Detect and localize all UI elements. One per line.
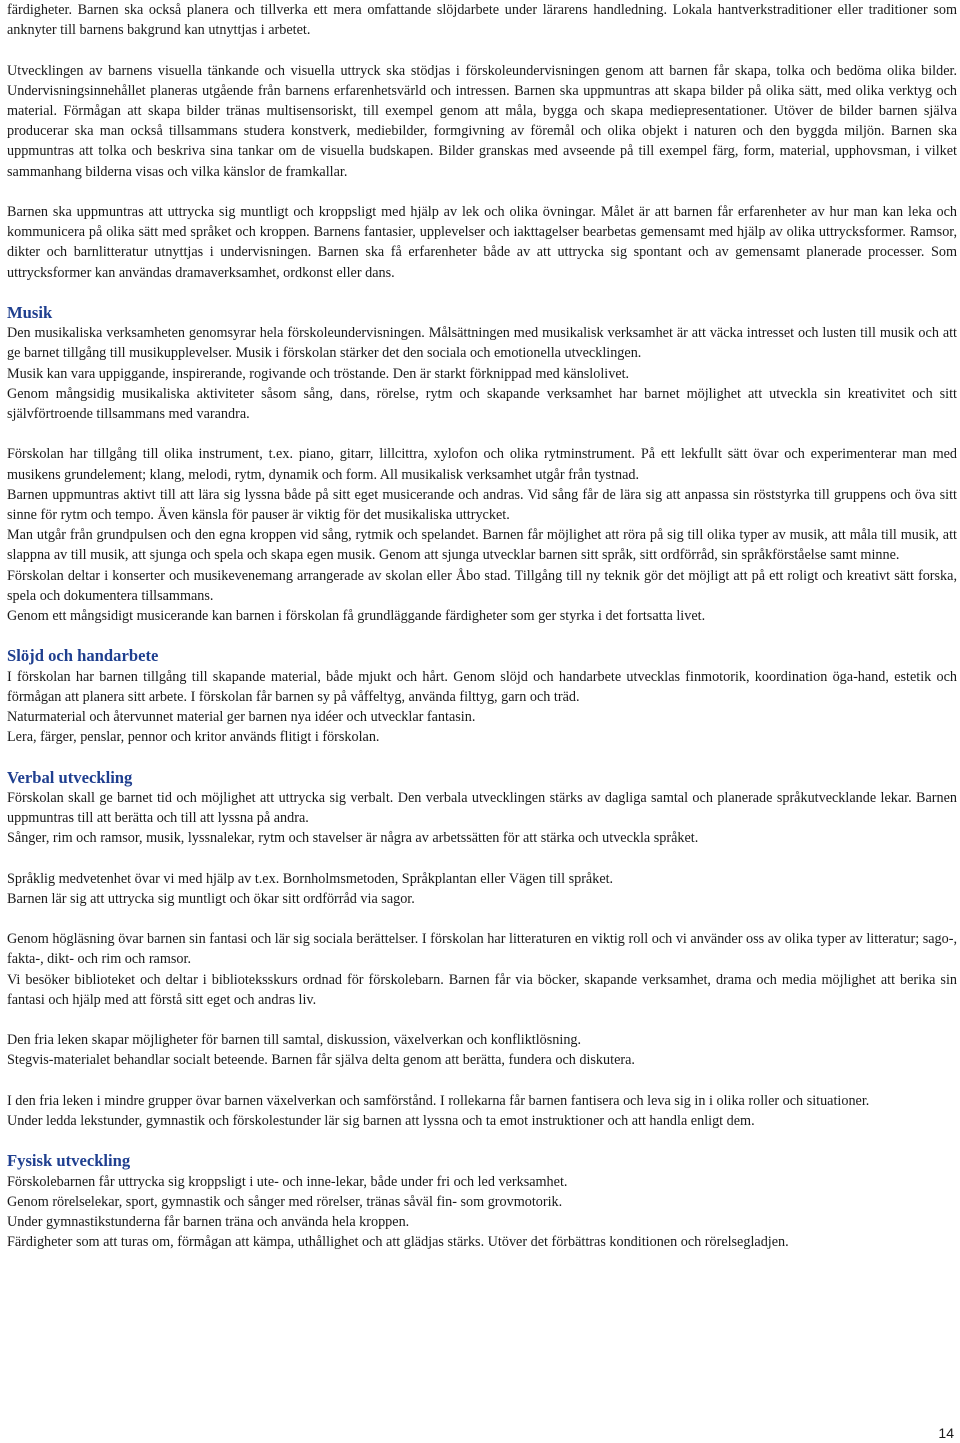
musik-line: Den musikaliska verksamheten genomsyrar hela förskoleundervisningen. Målsättningen med musikalisk verksamhet är att väcka intresset och lusten till musik och att ge barnet tillgång till musikupplevelser. Musik i förskolan stärker det den sociala och emotionella utvecklingen. — [7, 325, 957, 362]
musik-line: Barnen uppmuntras aktivt till att lära sig lyssna både på sitt eget musicerande och andras. Vid sång får de lära sig att anpassa sin röststyrka till gruppens och öva sitt sinne för rytm och tempo. Även känsla för pauser är viktig för det musikaliska uttrycket. — [7, 486, 957, 524]
verbal-line: Stegvis-materialet behandlar socialt beteende. Barnen får själva delta genom att berätta, fundera och diskutera. — [7, 1052, 635, 1069]
section-verbal — [7, 768, 957, 1132]
verbal-line: Språklig medvetenhet övar vi med hjälp av t.ex. Bornholmsmetoden, Språkplantan eller Vägen till språket. — [7, 870, 614, 887]
verbal-paragraph-3 — [7, 929, 957, 1010]
section-heading-musik: Musik — [7, 303, 53, 322]
verbal-line: Genom högläsning övar barnen sin fantasi och lär sig sociala berättelser. I förskolan har litteraturen en viktig roll och vi använder oss av olika typer av litteratur; sago-, fakta-, dikt- och rim och ramsor. — [7, 931, 957, 968]
musik-paragraph-1 — [7, 323, 957, 424]
slojd-paragraph — [7, 667, 957, 748]
section-musik — [7, 303, 957, 626]
section-slojd — [7, 646, 957, 747]
musik-line: Förskolan deltar i konserter och musikevenemang arrangerade av skolan eller Åbo stad. Tillgång till ny teknik gör det möjligt att på ett roligt och kreativt sätt forska, spela och dokumentera tillsammans. — [7, 567, 957, 604]
slojd-line: I förskolan har barnen tillgång till skapande material, både mjukt och hårt. Genom slöjd och handarbete utvecklas finmotorik, koordination öga-hand, estetik och förmågan att planera sitt arbete. I förskolan får barnen sy på våffeltyg, använda filttyg, garn och träd. — [7, 668, 957, 705]
musik-line: Genom mångsidig musikaliska aktiviteter såsom sång, dans, rörelse, rytm och skapande verksamhet har barnet möjlighet att utveckla sin kreativitet och sitt självförtroende tillsammans med varandra. — [7, 385, 957, 423]
musik-line: Genom ett mångsidigt musicerande kan barnen i förskolan få grundläggande färdigheter som ger styrka i det fortsatta livet. — [7, 608, 706, 625]
verbal-paragraph-4 — [7, 1030, 957, 1070]
document-page — [7, 0, 957, 1252]
verbal-line: I den fria leken i mindre grupper övar barnen växelverkan och samförstånd. I rollekarna får barnen fantisera och leva sig in i olika roller och situationer. — [7, 1092, 870, 1109]
verbal-line: Sånger, rim och ramsor, musik, lyssnalekar, rytm och stavelser är några av arbetssätten för att stärka och utveckla språket. — [7, 830, 699, 847]
verbal-line: Barnen lär sig att uttrycka sig muntligt och ökar sitt ordförråd via sagor. — [7, 890, 415, 907]
intro-paragraph-1: färdigheter. Barnen ska också planera och tillverka ett mera omfattande slöjdarbete under lärarens handledning. Lokala hantverkstraditioner eller traditioner som anknyter till barnens bakgrund kan utnyttjas i arbetet. — [7, 2, 957, 39]
intro-paragraph-3: Barnen ska uppmuntras att uttrycka sig muntligt och kroppsligt med hjälp av lek och olika övningar. Målet är att barnen får erfarenheter av hur man kan leka och kommunicera på olika sätt med språket och kroppen. Barnens fantasier, upplevelser och iakttagelser bearbetas gemensamt med hjälp av olika uttrycksformer. Ramsor, dikter och barnlitteratur utnyttjas i undervisningen. Barnen ska få erfarenheter både av att uttrycka sig spontant och av gemensamt planerade processer. Som uttrycksformer kan användas dramaverksamhet, ordkonst eller dans. — [7, 204, 957, 281]
page-number: 14 — [938, 1425, 954, 1441]
section-fysisk — [7, 1151, 957, 1252]
verbal-paragraph-1 — [7, 788, 957, 849]
slojd-line: Naturmaterial och återvunnet material ger barnen nya idéer och utvecklar fantasin. — [7, 709, 476, 726]
verbal-line: Den fria leken skapar möjligheter för barnen till samtal, diskussion, växelverkan och konfliktlösning. — [7, 1032, 582, 1049]
verbal-line: Förskolan skall ge barnet tid och möjlighet att uttrycka sig verbalt. Den verbala utvecklingen stärks av dagliga samtal och planerade språkutvecklande lekar. Barnen uppmuntras till att berätta och till att lyssna på andra. — [7, 789, 957, 827]
section-heading-verbal: Verbal utveckling — [7, 767, 133, 787]
musik-line: Musik kan vara uppiggande, inspirerande, rogivande och tröstande. Den är starkt förknippad med känslolivet. — [7, 365, 630, 382]
fysisk-line: Förskolebarnen får uttrycka sig kroppsligt i ute- och inne-lekar, både under fri och led verksamhet. — [7, 1173, 568, 1190]
fysisk-paragraph — [7, 1172, 957, 1253]
verbal-line: Under ledda lekstunder, gymnastik och förskolestunder lär sig barnen att lyssna och ta emot instruktioner och att handla enligt dem. — [7, 1113, 755, 1130]
fysisk-line: Färdigheter som att turas om, förmågan att kämpa, uthållighet och att glädjas stärks. Utöver det förbättras konditionen och rörelsegladjen. — [7, 1234, 789, 1251]
section-heading-fysisk: Fysisk utveckling — [7, 1151, 131, 1171]
slojd-line: Lera, färger, penslar, pennor och kritor används flitigt i förskolan. — [7, 729, 380, 746]
fysisk-line: Genom rörelselekar, sport, gymnastik och sånger med rörelser, tränas såväl fin- som grovmotorik. — [7, 1193, 563, 1210]
musik-line: Man utgår från grundpulsen och den egna kroppen vid sång, rytmik och spelandet. Barnen får möjlighet att röra på sig till olika typer av musik, att måla till musik, att slappna av till musik, att sjunga och spela och skapa egen musik. Genom att sjunga utvecklar barnen sitt språk, sitt ordförråd, sin språkförståelse samt minne. — [7, 527, 957, 564]
verbal-paragraph-2 — [7, 869, 957, 909]
fysisk-line: Under gymnastikstunderna får barnen träna och använda hela kroppen. — [7, 1214, 410, 1231]
verbal-paragraph-5 — [7, 1091, 957, 1131]
verbal-line: Vi besöker biblioteket och deltar i biblioteksskurs ordnad för förskolebarn. Barnen får via böcker, skapande verksamhet, drama och media möjlighet att berika sin fantasi och hjälp med att förstå sitt eget och andras liv. — [7, 971, 957, 1008]
musik-line: Förskolan har tillgång till olika instrument, t.ex. piano, gitarr, lillcittra, xylofon och olika rytminstrument. På ett lekfullt sätt övar och experimenterar man med musikens grundelement; klang, melodi, rytm, dynamik och form. All musikalisk verksamhet utgår från tystnad. — [7, 446, 957, 483]
section-heading-slojd: Slöjd och handarbete — [7, 646, 159, 666]
musik-paragraph-2 — [7, 444, 957, 626]
intro-paragraph-2: Utvecklingen av barnens visuella tänkande och visuella uttryck ska stödjas i förskoleundervisningen genom att barnen får skapa, tolka och bedöma olika bilder. Undervisningsinnehållet planeras utgående från barnens erfarenhetsvärld och intressen. Barnen ska uppmuntras att skapa bilder på olika sätt, med olika verktyg och material. Förmågan att skapa bilder tränas multisensoriskt, till exempel genom att måla, bygga och skapa mediepresentationer. Utöver de bilder barnen själva producerar ska man också tillsammans studera konstverk, mediebilder, formgivning av föremål och olika objekt i naturen och den byggda miljön. Barnen ska uppmuntras att tolka och beskriva sina tankar om de visuella budskapen. Bilder granskas med avseende på till exempel färg, form, material, upphovsman, i vilket sammanhang bilderna visas och vilka känslor de framkallar. — [7, 62, 957, 180]
